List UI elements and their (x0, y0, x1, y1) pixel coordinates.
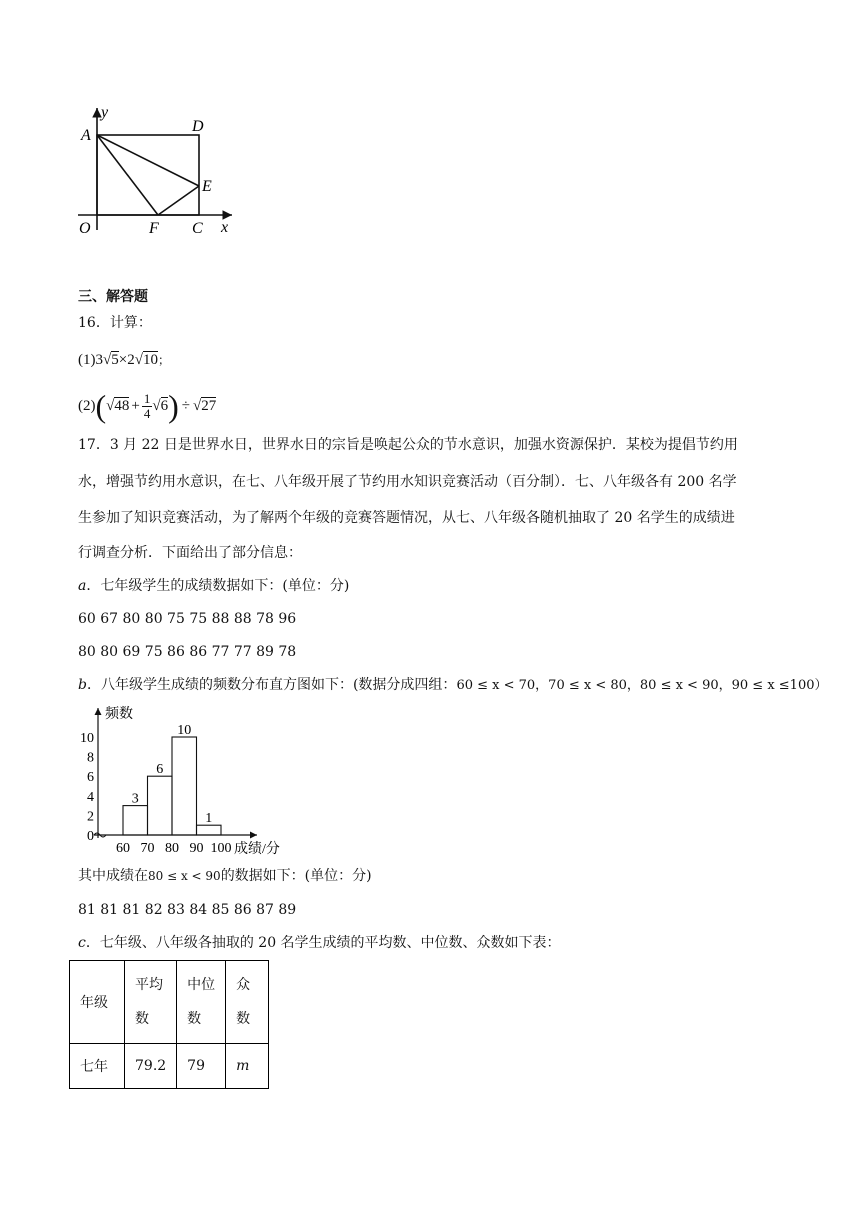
geometry-figure (70, 100, 250, 240)
q17-part-c: c．七年级、八年级各抽取的 20 名学生成绩的平均数、中位数、众数如下表： (78, 935, 561, 951)
q17-line-4: 行调查分析．下面给出了部分信息： (78, 545, 302, 561)
header-grade: 年级 (70, 961, 125, 1044)
hist-ylabel: 频数 (105, 707, 133, 722)
q17-part-b: b．八年级学生成绩的频数分布直方图如下：(数据分成四组：60 ≤ x < 70，70 ≤ x < 80，80 ≤ x < 90，90 ≤ x ≤100） (78, 677, 828, 693)
y-tick-label: 0 (87, 829, 94, 844)
segment-AF (97, 135, 158, 215)
y-tick-label: 6 (87, 770, 94, 786)
y-tick-label: 4 (87, 789, 94, 805)
seventh-grade-scores-row2: 80 80 69 75 86 86 77 77 89 78 (78, 644, 297, 660)
header-mean: 平均 数 (125, 961, 177, 1044)
x-tick-label: 70 (140, 841, 155, 855)
x-tick-label: 90 (189, 841, 204, 855)
bar-data-label: 10 (177, 723, 192, 738)
cell-mean: 79.2 (125, 1044, 177, 1089)
segment-AE (97, 135, 199, 186)
x-tick-label: 80 (165, 841, 179, 855)
q17-line-3: 生参加了知识竞赛活动，为了解两个年级的竞赛答题情况，从七、八年级各随机抽取了 20 名学生的成绩进 (78, 510, 735, 526)
y-tick-label: 8 (87, 750, 94, 766)
label-x: x (221, 219, 229, 236)
cell-mode: m (226, 1044, 269, 1089)
x-tick-label: 100 (210, 841, 232, 855)
statistics-table (69, 960, 269, 1089)
q16-part1: (1)3√5×2√10； (78, 352, 170, 368)
histogram-bar (197, 825, 222, 835)
header-mode: 众 数 (226, 961, 269, 1044)
q16-title: 16．计算： (78, 315, 152, 331)
cell-grade: 七年 (70, 1044, 125, 1089)
bar-data-label: 1 (205, 811, 213, 827)
frequency-histogram (70, 700, 310, 855)
histogram-bar (123, 806, 148, 835)
histogram-bar (172, 737, 197, 835)
histogram-bar (148, 776, 173, 835)
label-E: E (202, 178, 212, 195)
bar-data-label: 6 (156, 762, 164, 778)
seventh-grade-scores-row1: 60 67 80 80 75 75 88 88 78 96 (78, 611, 297, 627)
q17-sub-text: 其中成绩在80 ≤ x < 90的数据如下：(单位：分) (78, 868, 372, 884)
eighth-grade-80-90-scores: 81 81 81 82 83 84 85 86 87 89 (78, 902, 297, 918)
label-F: F (149, 220, 159, 237)
q17-part-a: a．七年级学生的成绩数据如下：(单位：分) (78, 578, 350, 594)
q17-line-2: 水，增强节约用水意识，在七、八年级开展了节约用水知识竞赛活动（百分制）．七、八年级各有 200 名学 (78, 474, 737, 490)
hist-xlabel: 成绩/分 (234, 842, 280, 855)
cell-median: 79 (177, 1044, 226, 1089)
x-tick-label: 60 (116, 841, 130, 855)
segment-FE (158, 186, 199, 215)
header-median: 中位 数 (177, 961, 226, 1044)
label-C: C (192, 220, 203, 237)
label-O: O (79, 220, 91, 237)
section-title: 三、解答题 (78, 289, 148, 305)
y-tick-label: 10 (80, 731, 94, 746)
y-tick-label: 2 (87, 809, 94, 825)
label-y: y (101, 104, 109, 121)
q16-part2: (2) ( √ 48 + $\frac{1}{4}$ √ 6 ) ÷ √ 27 (78, 388, 217, 424)
label-A: A (81, 127, 91, 144)
table-header-row (70, 961, 269, 1044)
label-D: D (192, 118, 204, 135)
q17-line-1: 17．3 月 22 日是世界水日，世界水日的宗旨是唤起公众的节水意识，加强水资源保护．某校为提倡节约用 (78, 437, 738, 453)
bar-data-label: 3 (131, 791, 139, 807)
table-row (70, 1044, 269, 1089)
